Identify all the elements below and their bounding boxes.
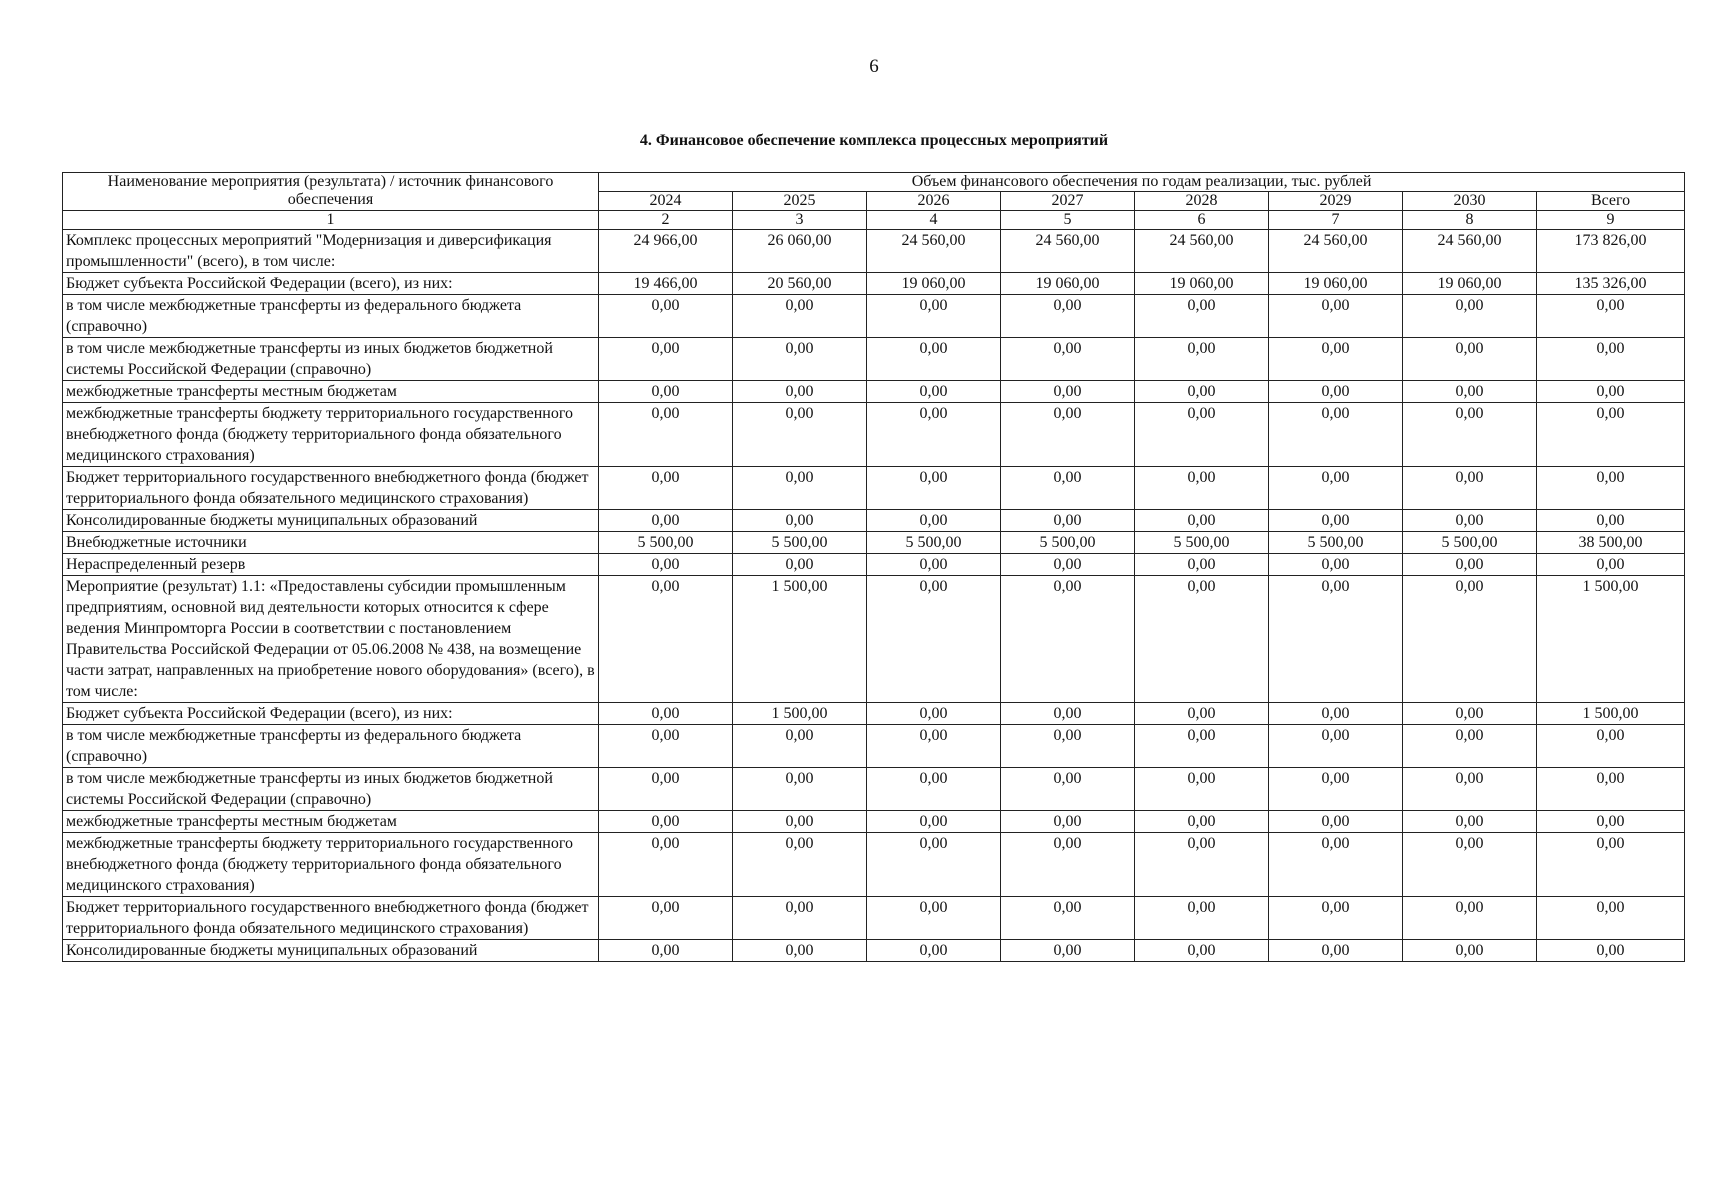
- value-cell: 0,00: [1537, 403, 1685, 467]
- year-header-cell: 2025: [733, 192, 867, 211]
- value-cell: 0,00: [1001, 554, 1135, 576]
- value-cell: 0,00: [1537, 554, 1685, 576]
- value-cell: 0,00: [1001, 295, 1135, 338]
- value-cell: 0,00: [1537, 811, 1685, 833]
- table-row: [63, 532, 1685, 554]
- value-cell: 0,00: [1403, 510, 1537, 532]
- value-cell: 0,00: [1135, 554, 1269, 576]
- value-cell: 0,00: [867, 940, 1001, 962]
- value-cell: 24 560,00: [1001, 230, 1135, 273]
- value-cell: 0,00: [1403, 811, 1537, 833]
- year-header-cell: 2027: [1001, 192, 1135, 211]
- value-cell: 19 060,00: [867, 273, 1001, 295]
- value-cell: 173 826,00: [1537, 230, 1685, 273]
- value-cell: 0,00: [1269, 403, 1403, 467]
- table-row: [63, 811, 1685, 833]
- section-title: 4. Финансовое обеспечение комплекса процессных мероприятий: [639, 132, 1109, 149]
- value-cell: 0,00: [1269, 576, 1403, 703]
- value-cell: 0,00: [867, 576, 1001, 703]
- value-cell: 0,00: [1001, 576, 1135, 703]
- value-cell: 0,00: [1135, 768, 1269, 811]
- financing-table: [62, 172, 1685, 962]
- value-cell: 0,00: [1269, 338, 1403, 381]
- page-number: 6: [869, 56, 879, 77]
- column-number-cell: 9: [1537, 211, 1685, 230]
- value-cell: 0,00: [867, 295, 1001, 338]
- value-cell: 19 060,00: [1135, 273, 1269, 295]
- value-cell: 0,00: [1403, 403, 1537, 467]
- value-cell: 0,00: [1001, 467, 1135, 510]
- value-cell: 0,00: [867, 403, 1001, 467]
- value-cell: 0,00: [599, 554, 733, 576]
- value-cell: 38 500,00: [1537, 532, 1685, 554]
- value-cell: 0,00: [599, 833, 733, 897]
- table-body: [63, 230, 1685, 962]
- value-cell: 0,00: [1537, 833, 1685, 897]
- value-cell: 0,00: [733, 811, 867, 833]
- value-cell: 24 560,00: [1135, 230, 1269, 273]
- value-cell: 0,00: [733, 403, 867, 467]
- value-cell: 20 560,00: [733, 273, 867, 295]
- value-cell: 0,00: [1001, 833, 1135, 897]
- value-cell: 0,00: [599, 940, 733, 962]
- value-cell: 0,00: [867, 467, 1001, 510]
- value-cell: 0,00: [1403, 381, 1537, 403]
- column-number-cell: 8: [1403, 211, 1537, 230]
- value-cell: 0,00: [599, 295, 733, 338]
- value-cell: 0,00: [1269, 833, 1403, 897]
- value-cell: 0,00: [1135, 295, 1269, 338]
- value-cell: 0,00: [1537, 940, 1685, 962]
- value-cell: 5 500,00: [1001, 532, 1135, 554]
- value-cell: 0,00: [1135, 703, 1269, 725]
- value-cell: 1 500,00: [1537, 576, 1685, 703]
- value-cell: 0,00: [599, 725, 733, 768]
- value-cell: 24 560,00: [867, 230, 1001, 273]
- table-row: [63, 703, 1685, 725]
- value-cell: 0,00: [733, 725, 867, 768]
- value-cell: 0,00: [1001, 403, 1135, 467]
- table-header: [63, 173, 1685, 230]
- value-cell: 19 060,00: [1269, 273, 1403, 295]
- value-cell: 0,00: [1269, 940, 1403, 962]
- value-cell: 0,00: [1537, 295, 1685, 338]
- table-row: [63, 725, 1685, 768]
- value-cell: 0,00: [1001, 940, 1135, 962]
- row-name-cell: Бюджет субъекта Российской Федерации (всего), из них:: [63, 273, 599, 295]
- value-cell: 19 060,00: [1001, 273, 1135, 295]
- row-name-cell: Консолидированные бюджеты муниципальных образований: [63, 510, 599, 532]
- value-cell: 0,00: [1135, 811, 1269, 833]
- value-cell: 0,00: [1001, 897, 1135, 940]
- header-name-cell: Наименование мероприятия (результата) / источник финансового обеспечения: [63, 173, 599, 211]
- value-cell: 5 500,00: [867, 532, 1001, 554]
- value-cell: 0,00: [599, 338, 733, 381]
- row-name-cell: в том числе межбюджетные трансферты из иных бюджетов бюджетной системы Российской Федерации (справочно): [63, 338, 599, 381]
- table-row: [63, 510, 1685, 532]
- value-cell: 19 466,00: [599, 273, 733, 295]
- value-cell: 0,00: [1001, 811, 1135, 833]
- year-header-cell: 2029: [1269, 192, 1403, 211]
- value-cell: 0,00: [1001, 703, 1135, 725]
- value-cell: 0,00: [599, 897, 733, 940]
- value-cell: 0,00: [1403, 833, 1537, 897]
- value-cell: 0,00: [1537, 768, 1685, 811]
- value-cell: 5 500,00: [1135, 532, 1269, 554]
- value-cell: 0,00: [1269, 703, 1403, 725]
- value-cell: 0,00: [1135, 897, 1269, 940]
- row-name-cell: в том числе межбюджетные трансферты из федерального бюджета (справочно): [63, 295, 599, 338]
- row-name-cell: межбюджетные трансферты бюджету территориального государственного внебюджетного фонда (бюджету территориального фонда обязательного медицинского страхования): [63, 403, 599, 467]
- table-row: [63, 295, 1685, 338]
- value-cell: 24 560,00: [1269, 230, 1403, 273]
- column-number-cell: 6: [1135, 211, 1269, 230]
- column-number-cell: 2: [599, 211, 733, 230]
- value-cell: 0,00: [733, 467, 867, 510]
- value-cell: 0,00: [1537, 510, 1685, 532]
- value-cell: 0,00: [1403, 768, 1537, 811]
- value-cell: 0,00: [1135, 381, 1269, 403]
- row-name-cell: межбюджетные трансферты местным бюджетам: [63, 381, 599, 403]
- value-cell: 0,00: [1269, 768, 1403, 811]
- value-cell: 0,00: [1403, 338, 1537, 381]
- value-cell: 5 500,00: [1403, 532, 1537, 554]
- value-cell: 0,00: [1403, 897, 1537, 940]
- value-cell: 0,00: [867, 510, 1001, 532]
- value-cell: 0,00: [733, 833, 867, 897]
- value-cell: 0,00: [1135, 576, 1269, 703]
- row-name-cell: межбюджетные трансферты бюджету территориального государственного внебюджетного фонда (бюджету территориального фонда обязательного медицинского страхования): [63, 833, 599, 897]
- value-cell: 0,00: [599, 768, 733, 811]
- value-cell: 0,00: [599, 403, 733, 467]
- value-cell: 0,00: [733, 381, 867, 403]
- value-cell: 0,00: [867, 833, 1001, 897]
- table-row: [63, 273, 1685, 295]
- value-cell: 0,00: [1001, 768, 1135, 811]
- value-cell: 0,00: [733, 768, 867, 811]
- table-row: [63, 403, 1685, 467]
- value-cell: 0,00: [1403, 295, 1537, 338]
- table-row: [63, 230, 1685, 273]
- value-cell: 0,00: [1269, 510, 1403, 532]
- value-cell: 0,00: [599, 576, 733, 703]
- year-header-cell: 2030: [1403, 192, 1537, 211]
- value-cell: 0,00: [867, 768, 1001, 811]
- value-cell: 1 500,00: [1537, 703, 1685, 725]
- value-cell: 0,00: [1269, 554, 1403, 576]
- row-name-cell: Мероприятие (результат) 1.1: «Предоставлены субсидии промышленным предприятиям, основной вид деятельности которых относится к сфере ведения Минпромторга России в соответствии с постановлением Правительства Российской Федерации от 05.06.2008 № 438, на возмещение части затрат, направленных на приобретение нового оборудования» (всего), в том числе:: [63, 576, 599, 703]
- row-name-cell: Консолидированные бюджеты муниципальных образований: [63, 940, 599, 962]
- value-cell: 0,00: [599, 703, 733, 725]
- value-cell: 0,00: [599, 467, 733, 510]
- value-cell: 0,00: [1537, 897, 1685, 940]
- value-cell: 0,00: [1403, 576, 1537, 703]
- value-cell: 0,00: [733, 940, 867, 962]
- value-cell: 24 966,00: [599, 230, 733, 273]
- value-cell: 0,00: [867, 381, 1001, 403]
- value-cell: 0,00: [599, 811, 733, 833]
- value-cell: 0,00: [1135, 940, 1269, 962]
- value-cell: 135 326,00: [1537, 273, 1685, 295]
- value-cell: 0,00: [733, 338, 867, 381]
- value-cell: 0,00: [733, 897, 867, 940]
- table-row: [63, 467, 1685, 510]
- value-cell: 1 500,00: [733, 703, 867, 725]
- column-number-cell: 3: [733, 211, 867, 230]
- column-number-cell: 4: [867, 211, 1001, 230]
- table-row: [63, 833, 1685, 897]
- value-cell: 0,00: [1403, 467, 1537, 510]
- row-name-cell: Бюджет субъекта Российской Федерации (всего), из них:: [63, 703, 599, 725]
- value-cell: 0,00: [1001, 510, 1135, 532]
- value-cell: 0,00: [867, 811, 1001, 833]
- value-cell: 0,00: [867, 725, 1001, 768]
- value-cell: 24 560,00: [1403, 230, 1537, 273]
- year-header-cell: Всего: [1537, 192, 1685, 211]
- row-name-cell: Бюджет территориального государственного внебюджетного фонда (бюджет территориального фонда обязательного медицинского страхования): [63, 467, 599, 510]
- value-cell: 0,00: [1403, 703, 1537, 725]
- value-cell: 0,00: [1403, 725, 1537, 768]
- value-cell: 0,00: [867, 703, 1001, 725]
- value-cell: 0,00: [733, 510, 867, 532]
- row-name-cell: Нераспределенный резерв: [63, 554, 599, 576]
- row-name-cell: в том числе межбюджетные трансферты из федерального бюджета (справочно): [63, 725, 599, 768]
- value-cell: 0,00: [733, 295, 867, 338]
- value-cell: 5 500,00: [1269, 532, 1403, 554]
- value-cell: 26 060,00: [733, 230, 867, 273]
- value-cell: 0,00: [1135, 725, 1269, 768]
- value-cell: 0,00: [599, 510, 733, 532]
- value-cell: 0,00: [1001, 725, 1135, 768]
- row-name-cell: Внебюджетные источники: [63, 532, 599, 554]
- year-header-cell: 2024: [599, 192, 733, 211]
- column-number-row: [63, 211, 1685, 230]
- value-cell: 0,00: [599, 381, 733, 403]
- value-cell: 0,00: [1269, 897, 1403, 940]
- year-header-cell: 2026: [867, 192, 1001, 211]
- value-cell: 0,00: [867, 338, 1001, 381]
- row-name-cell: в том числе межбюджетные трансферты из иных бюджетов бюджетной системы Российской Федерации (справочно): [63, 768, 599, 811]
- column-number-cell: 7: [1269, 211, 1403, 230]
- value-cell: 5 500,00: [599, 532, 733, 554]
- table-row: [63, 576, 1685, 703]
- row-name-cell: Комплекс процессных мероприятий "Модернизация и диверсификация промышленности" (всего), в том числе:: [63, 230, 599, 273]
- value-cell: 0,00: [867, 554, 1001, 576]
- value-cell: 0,00: [1403, 940, 1537, 962]
- value-cell: 0,00: [1269, 467, 1403, 510]
- table-row: [63, 940, 1685, 962]
- value-cell: 0,00: [1135, 833, 1269, 897]
- value-cell: 0,00: [1135, 467, 1269, 510]
- value-cell: 5 500,00: [733, 532, 867, 554]
- table-row: [63, 381, 1685, 403]
- value-cell: 0,00: [1537, 338, 1685, 381]
- value-cell: 0,00: [867, 897, 1001, 940]
- value-cell: 0,00: [1269, 725, 1403, 768]
- value-cell: 1 500,00: [733, 576, 867, 703]
- value-cell: 0,00: [1269, 295, 1403, 338]
- year-header-cell: 2028: [1135, 192, 1269, 211]
- table-row: [63, 768, 1685, 811]
- row-name-cell: межбюджетные трансферты местным бюджетам: [63, 811, 599, 833]
- value-cell: 0,00: [1001, 338, 1135, 381]
- table-row: [63, 554, 1685, 576]
- value-cell: 0,00: [1001, 381, 1135, 403]
- column-number-cell: 5: [1001, 211, 1135, 230]
- value-cell: 19 060,00: [1403, 273, 1537, 295]
- value-cell: 0,00: [1269, 381, 1403, 403]
- value-cell: 0,00: [1537, 381, 1685, 403]
- value-cell: 0,00: [1537, 725, 1685, 768]
- value-cell: 0,00: [1537, 467, 1685, 510]
- column-number-cell: 1: [63, 211, 599, 230]
- value-cell: 0,00: [1403, 554, 1537, 576]
- value-cell: 0,00: [1135, 510, 1269, 532]
- value-cell: 0,00: [1269, 811, 1403, 833]
- header-volume-cell: Объем финансового обеспечения по годам реализации, тыс. рублей: [599, 173, 1685, 192]
- table-row: [63, 897, 1685, 940]
- table-row: [63, 338, 1685, 381]
- value-cell: 0,00: [733, 554, 867, 576]
- value-cell: 0,00: [1135, 338, 1269, 381]
- value-cell: 0,00: [1135, 403, 1269, 467]
- row-name-cell: Бюджет территориального государственного внебюджетного фонда (бюджет территориального фонда обязательного медицинского страхования): [63, 897, 599, 940]
